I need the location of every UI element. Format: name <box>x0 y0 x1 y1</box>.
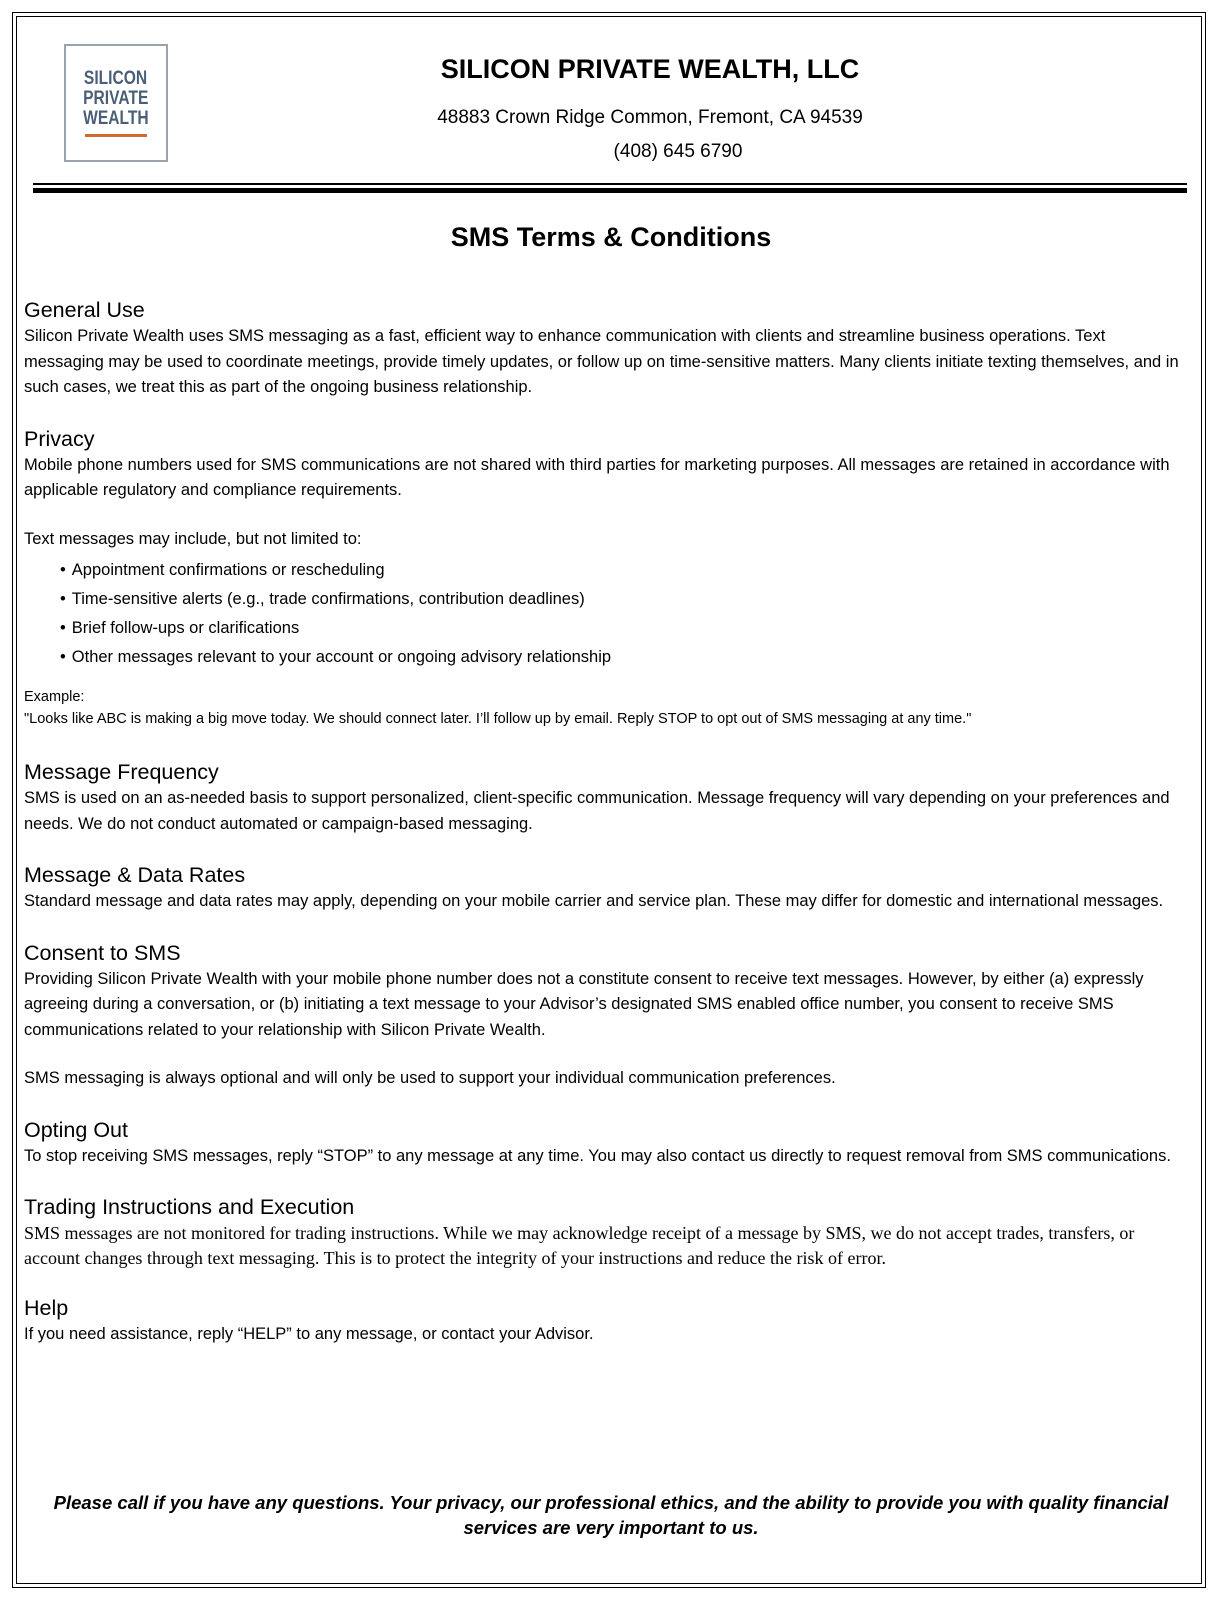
list-item: • Other messages relevant to your account or ongoing advisory relationship <box>60 643 1184 672</box>
logo-line-3: WEALTH <box>83 108 149 129</box>
header-divider-thick <box>33 188 1187 193</box>
header-divider-thin <box>33 183 1187 185</box>
section-heading: Consent to SMS <box>24 940 181 965</box>
list-item: • Brief follow-ups or clarifications <box>60 614 1184 643</box>
list-item: • Time-sensitive alerts (e.g., trade confirmations, contribution deadlines) <box>60 585 1184 614</box>
section-heading: Message Frequency <box>24 760 219 784</box>
company-address: 48883 Crown Ridge Common, Fremont, CA 94539 <box>437 107 863 128</box>
section-body: To stop receiving SMS messages, reply “STOP” to any message at any time. You may also contact us directly to request removal from SMS communications. <box>24 1146 1171 1165</box>
section-body: SMS is used on an as-needed basis to support personalized, client-specific communication. Message frequency will vary depending on your preferences and needs. We do not conduct automated or campaign-based messaging. <box>24 789 1170 833</box>
section-body: Standard message and data rates may apply, depending on your mobile carrier and service plan. These may differ for domestic and international messages. <box>24 892 1164 910</box>
closing-statement: Please call if you have any questions. Your privacy, our professional ethics, and the ability to provide you with quality financial services are very important to us. <box>53 1492 1169 1538</box>
section-body: Silicon Private Wealth uses SMS messaging as a fast, efficient way to enhance communication with clients and streamline business operations. Text messaging may be used to coordinate meetings, provide timely updates, or follow up on time-sensitive matters. Many clients initiate texting themselves, and in such cases, we treat this as part of the ongoing business relationship. <box>24 327 1179 396</box>
section-help <box>24 1294 1184 1348</box>
section-privacy <box>24 425 1184 731</box>
section-heading: Privacy <box>24 426 95 451</box>
section-trading-instructions <box>24 1193 1184 1270</box>
message-types-list <box>24 556 1184 672</box>
section-message-data-rates <box>24 861 1184 915</box>
document-body <box>24 296 1184 1364</box>
document-title: SMS Terms & Conditions <box>450 222 772 252</box>
example-label: Example: <box>24 689 85 705</box>
section-consent <box>24 939 1184 1092</box>
section-opting-out <box>24 1116 1184 1170</box>
section-body: SMS messages are not monitored for trading instructions. While we may acknowledge receipt of a message by SMS, we do not accept trades, transfers, or account changes through text messaging. This is to protect the integrity of your instructions and reduce the risk of error. <box>24 1223 1135 1268</box>
company-phone: (408) 645 6790 <box>613 141 743 162</box>
example-text: "Looks like ABC is making a big move today. We should connect later. I’ll follow up by email. Reply STOP to opt out of SMS messaging at any time." <box>24 711 972 727</box>
section-heading: General Use <box>24 298 145 322</box>
logo-accent-rule <box>85 134 147 137</box>
section-heading: Help <box>24 1296 69 1320</box>
section-heading: Message & Data Rates <box>24 863 246 887</box>
company-name: SILICON PRIVATE WEALTH, LLC <box>440 54 860 84</box>
section-heading: Trading Instructions and Execution <box>24 1195 355 1219</box>
section-body: If you need assistance, reply “HELP” to any message, or contact your Advisor. <box>24 1325 594 1343</box>
section-body: Providing Silicon Private Wealth with your mobile phone number does not a constitute consent to receive text messages. However, by either (a) expressly agreeing during a conversation, or (b) initiating a text message to your Advisor’s designated SMS enabled office number, you consent to receive SMS communications related to your relationship with Silicon Private Wealth. <box>24 969 1144 1039</box>
list-intro: Text messages may include, but not limited to: <box>24 529 362 548</box>
logo-line-1: SILICON <box>84 68 148 89</box>
logo-line-2: PRIVATE <box>83 88 149 109</box>
list-item: • Appointment confirmations or rescheduling <box>60 556 1184 585</box>
company-logo <box>64 44 168 162</box>
section-body-2: SMS messaging is always optional and will only be used to support your individual communication preferences. <box>24 1069 836 1087</box>
section-heading: Opting Out <box>24 1117 128 1142</box>
section-body: Mobile phone numbers used for SMS communications are not shared with third parties for marketing purposes. All messages are retained in accordance with applicable regulatory and compliance requirements. <box>24 455 1170 499</box>
section-general-use <box>24 296 1184 401</box>
section-message-frequency <box>24 758 1184 837</box>
